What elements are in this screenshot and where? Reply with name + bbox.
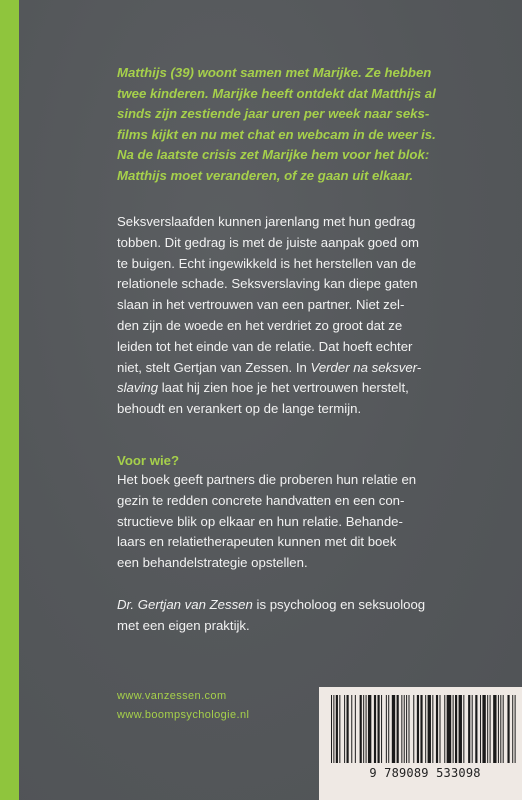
paragraph-line: den zijn de woede en het verdriet zo groot dat ze <box>117 317 403 333</box>
website-link[interactable]: www.vanzessen.com <box>117 690 227 702</box>
paragraph-line: Het boek geeft partners die proberen hun relatie en <box>117 472 417 487</box>
barcode-bar <box>503 695 504 763</box>
author-bio <box>117 595 517 637</box>
paragraph-line: structieve blik op elkaar en hun relatie. Behande- <box>117 513 403 529</box>
book-title: Verder na seksver- <box>310 359 422 375</box>
barcode-bar <box>381 695 382 763</box>
intro-line: sinds zijn zestiende jaar uren per week naar seks- <box>117 106 430 122</box>
barcode-bar <box>351 695 352 763</box>
barcode-bar <box>386 695 387 763</box>
intro-line: films kijkt en nu met chat en webcam in de weer is. <box>117 126 436 142</box>
paragraph-line: met een eigen praktijk. <box>117 617 250 633</box>
barcode-bar <box>336 695 338 763</box>
isbn-number: 9 789089 533098 <box>369 766 481 780</box>
barcode-bar <box>493 695 496 763</box>
barcode-bar <box>428 695 431 763</box>
barcode-bar <box>363 695 364 763</box>
barcode-bar <box>468 695 470 763</box>
author-name: Dr. Gertjan van Zessen <box>117 597 253 612</box>
barcode-bar <box>480 695 481 763</box>
barcode-bar <box>500 695 501 763</box>
barcode-bar <box>378 695 380 763</box>
description-paragraph <box>117 212 517 420</box>
barcode-bar <box>331 695 332 763</box>
paragraph-line: een behandelstrategie opstellen. <box>117 555 308 571</box>
barcode-bar <box>420 695 422 763</box>
barcode-bar <box>425 695 426 763</box>
barcode-bar <box>432 695 433 763</box>
barcode-bar <box>498 695 499 763</box>
barcode-bar <box>360 695 362 763</box>
paragraph-line: Seksverslaafden kunnen jarenlang met hun gedrag <box>117 214 416 229</box>
barcode-bar <box>392 695 395 763</box>
intro-line: Matthijs (39) woont samen met Marijke. Ze hebben <box>117 65 432 80</box>
barcode-bar <box>455 695 457 763</box>
paragraph-line: tobben. Dit gedrag is met de juiste aanpak goed om <box>117 234 420 250</box>
barcode <box>329 695 519 765</box>
barcode-bar <box>459 695 462 763</box>
website-link[interactable]: www.boompsychologie.nl <box>117 709 250 721</box>
paragraph-line: slaan in het vertrouwen van een partner. Niet zel- <box>117 297 405 313</box>
barcode-bar <box>333 695 334 763</box>
barcode-bar <box>512 695 513 763</box>
barcode-bar <box>490 695 491 763</box>
paragraph-line: behoudt en verankert op de lange termijn. <box>117 401 362 417</box>
website-links <box>117 687 249 725</box>
section-heading: Voor wie? <box>117 453 180 468</box>
barcode-bar <box>404 695 405 763</box>
barcode-panel <box>319 687 522 800</box>
barcode-bar <box>368 695 371 763</box>
paragraph-text: niet, stelt Gertjan van Zessen. In <box>117 359 311 375</box>
barcode-bar <box>344 695 345 763</box>
back-cover <box>19 0 522 800</box>
paragraph-line: gezin te redden concrete handvatten en een con- <box>117 492 405 508</box>
barcode-bar <box>507 695 509 763</box>
barcode-bar <box>413 695 414 763</box>
barcode-bar <box>482 695 485 763</box>
barcode-bar <box>475 695 477 763</box>
barcode-bar <box>436 695 438 763</box>
paragraph-line: te buigen. Echt ingewikkeld is het herstellen van de <box>117 255 417 271</box>
paragraph-line <box>117 595 517 616</box>
barcode-bar <box>347 695 349 763</box>
barcode-bar <box>388 695 389 763</box>
paragraph-line: laars en relatietherapeuten kunnen met dit boek <box>117 534 397 550</box>
intro-line: Na de laatste crisis zet Marijke hem voor het blok: <box>117 147 430 163</box>
intro-line: Matthijs moet veranderen, of ze gaan uit elkaar. <box>117 167 414 183</box>
paragraph-text: laat hij zien hoe je het vertrouwen herstelt, <box>158 380 409 396</box>
barcode-bar <box>409 695 410 763</box>
barcode-bar <box>472 695 473 763</box>
barcode-bar <box>440 695 441 763</box>
paragraph-line: relationele schade. Seksverslaving kan diepe gaten <box>117 276 418 292</box>
barcode-bar <box>515 695 516 763</box>
paragraph-text: is psycholoog en seksuoloog <box>252 597 426 612</box>
barcode-bar <box>417 695 419 763</box>
barcode-bar <box>444 695 445 763</box>
intro-line: twee kinderen. Marijke heeft ontdekt dat Matthijs al <box>117 85 436 101</box>
barcode-bar <box>401 695 402 763</box>
barcode-bar <box>339 695 340 763</box>
paragraph-line <box>117 378 517 399</box>
book-title: slaving <box>117 380 159 396</box>
barcode-bar <box>487 695 488 763</box>
barcode-bar <box>453 695 454 763</box>
barcode-bar <box>463 695 464 763</box>
paragraph-line: leiden tot het einde van de relatie. Dat hoeft echter <box>117 338 413 354</box>
barcode-bar <box>366 695 367 763</box>
intro-text <box>117 63 517 187</box>
barcode-bar <box>406 695 407 763</box>
barcode-bar <box>447 695 452 763</box>
paragraph-line <box>117 358 517 379</box>
barcode-bar <box>355 695 356 763</box>
barcode-bar <box>374 695 376 763</box>
barcode-bar <box>397 695 399 763</box>
audience-paragraph <box>117 470 517 574</box>
